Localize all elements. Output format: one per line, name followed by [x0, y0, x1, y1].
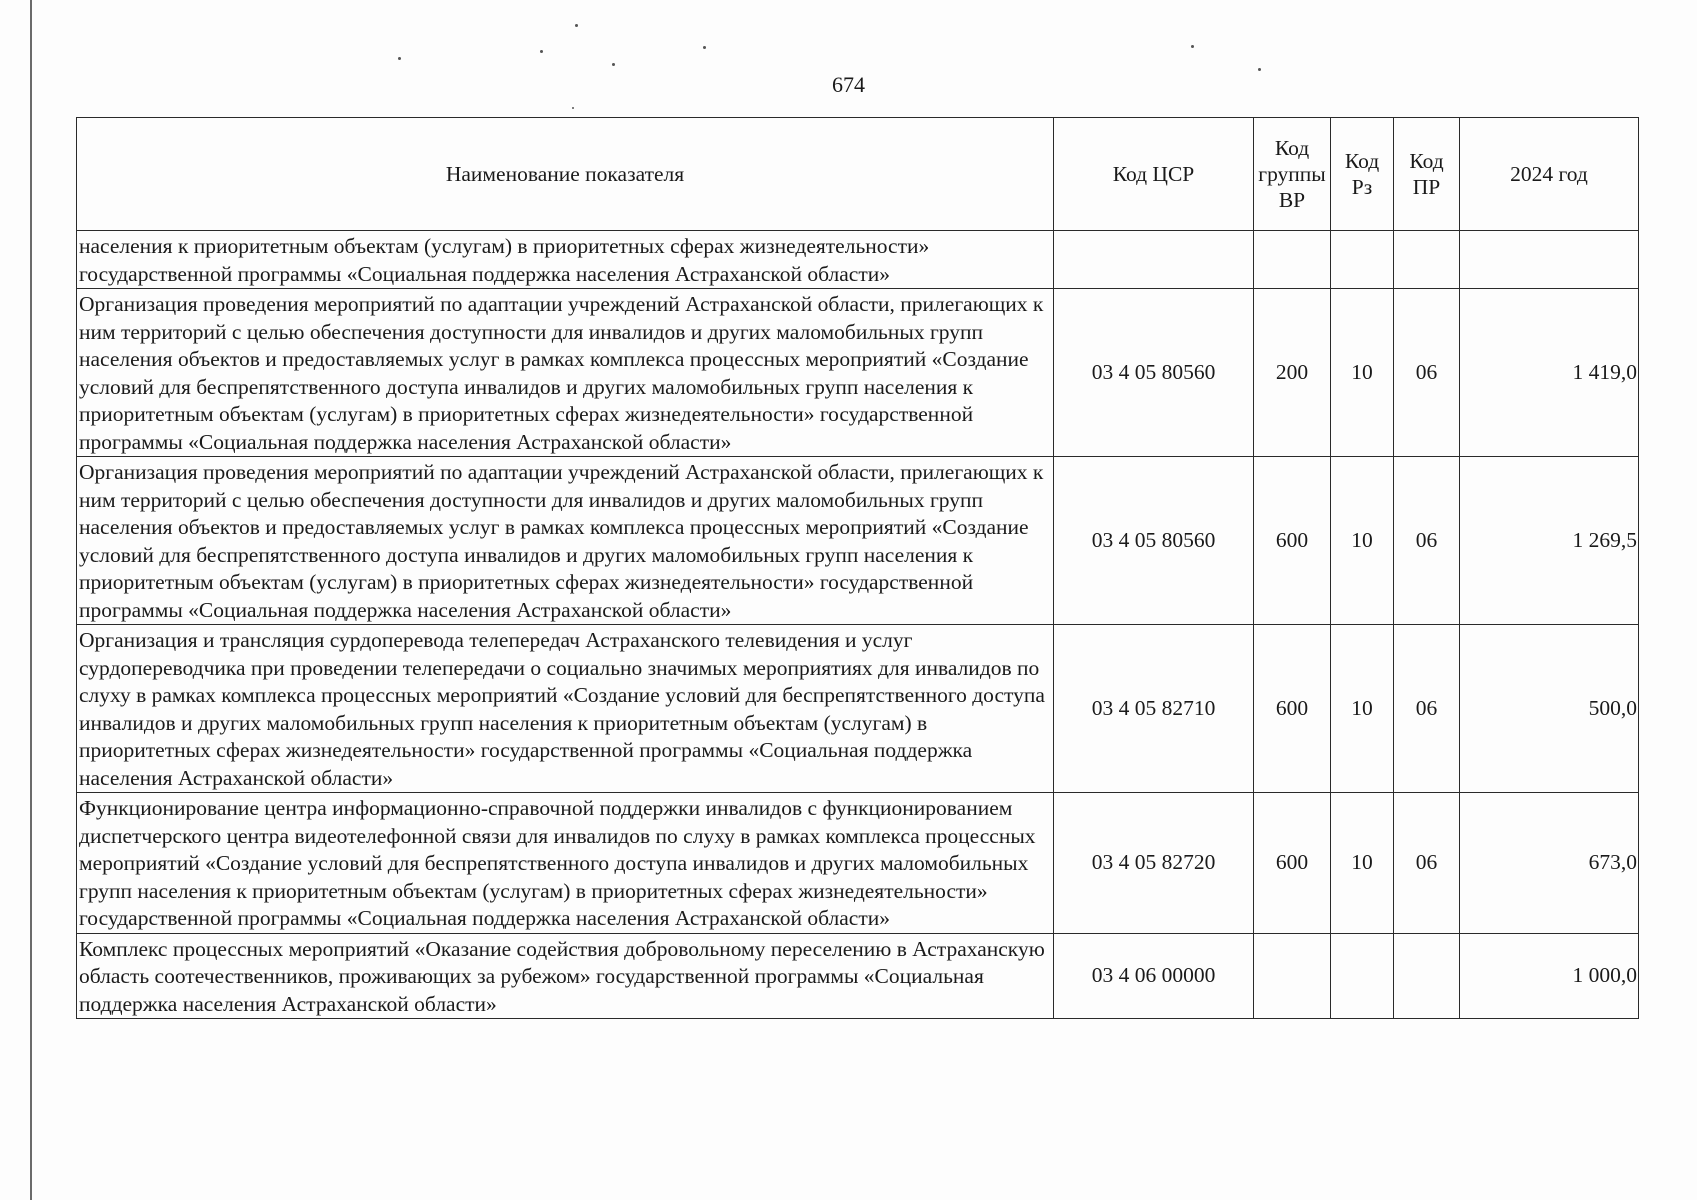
table-row	[77, 793, 1639, 934]
table-row	[77, 933, 1639, 1019]
scan-speck	[703, 46, 706, 49]
scan-speck	[398, 57, 401, 60]
row-pr-code: 06	[1394, 625, 1460, 793]
row-pr-code: 06	[1394, 793, 1460, 934]
header-csr-code: Код ЦСР	[1054, 118, 1254, 231]
header-rz-code: Код Рз	[1331, 118, 1394, 231]
row-name: Организация проведения мероприятий по адаптации учреждений Астраханской области, прилегающих к ним территорий с целью обеспечения доступности для инвалидов и других маломобильных групп населения объектов и предоставляемых услуг в рамках комплекса процессных мероприятий «Создание условий для беспрепятственного доступа инвалидов и других маломобильных групп населения к приоритетным объектам (услугам) в приоритетных сферах жизнедеятельности» государственной программы «Социальная поддержка населения Астраханской области»	[77, 289, 1054, 457]
row-vr-code: 600	[1254, 457, 1331, 625]
table-row	[77, 231, 1639, 289]
row-rz-code: 10	[1331, 625, 1394, 793]
row-csr-code: 03 4 05 82720	[1054, 793, 1254, 934]
header-vr-code: Код группы ВР	[1254, 118, 1331, 231]
row-name: Организация и трансляция сурдоперевода телепередач Астраханского телевидения и услуг сурдопереводчика при проведении телепередачи о социально значимых мероприятиях для инвалидов по слуху в рамках комплекса процессных мероприятий «Создание условий для беспрепятственного доступа инвалидов и других маломобильных групп населения к приоритетным объектам (услугам) в приоритетных сферах жизнедеятельности» государственной программы «Социальная поддержка населения Астраханской области»	[77, 625, 1054, 793]
row-csr-code	[1054, 231, 1254, 289]
row-vr-code	[1254, 231, 1331, 289]
row-name: населения к приоритетным объектам (услугам) в приоритетных сферах жизнедеятельности» государственной программы «Социальная поддержка населения Астраханской области»	[77, 231, 1054, 289]
row-pr-code	[1394, 231, 1460, 289]
table-row	[77, 457, 1639, 625]
row-vr-code: 200	[1254, 289, 1331, 457]
row-name: Функционирование центра информационно-справочной поддержки инвалидов с функционированием диспетчерского центра видеотелефонной связи для инвалидов по слуху в рамках комплекса процессных мероприятий «Создание условий для беспрепятственного доступа инвалидов и других маломобильных групп населения к приоритетным объектам (услугам) в приоритетных сферах жизнедеятельности» государственной программы «Социальная поддержка населения Астраханской области»	[77, 793, 1054, 934]
binding-edge-line	[30, 0, 32, 1200]
row-amount: 500,0	[1460, 625, 1639, 793]
row-name: Организация проведения мероприятий по адаптации учреждений Астраханской области, прилегающих к ним территорий с целью обеспечения доступности для инвалидов и других маломобильных групп населения объектов и предоставляемых услуг в рамках комплекса процессных мероприятий «Создание условий для беспрепятственного доступа инвалидов и других маломобильных групп населения к приоритетным объектам (услугам) в приоритетных сферах жизнедеятельности» государственной программы «Социальная поддержка населения Астраханской области»	[77, 457, 1054, 625]
row-amount: 1 000,0	[1460, 933, 1639, 1019]
row-amount	[1460, 231, 1639, 289]
scan-speck	[575, 24, 578, 27]
header-year-2024: 2024 год	[1460, 118, 1639, 231]
scan-speck	[1191, 45, 1194, 48]
row-name: Комплекс процессных мероприятий «Оказание содействия добровольному переселению в Астраханскую область соотечественников, проживающих за рубежом» государственной программы «Социальная поддержка населения Астраханской области»	[77, 933, 1054, 1019]
scan-speck	[1258, 68, 1261, 71]
row-rz-code: 10	[1331, 457, 1394, 625]
row-vr-code	[1254, 933, 1331, 1019]
row-csr-code: 03 4 05 80560	[1054, 457, 1254, 625]
table-header-row	[77, 118, 1639, 231]
row-rz-code: 10	[1331, 289, 1394, 457]
row-rz-code: 10	[1331, 793, 1394, 934]
row-vr-code: 600	[1254, 793, 1331, 934]
table-row	[77, 289, 1639, 457]
scan-speck	[572, 107, 574, 109]
budget-table	[76, 117, 1639, 1019]
row-rz-code	[1331, 933, 1394, 1019]
page-number: 674	[832, 72, 865, 97]
row-csr-code: 03 4 06 00000	[1054, 933, 1254, 1019]
row-vr-code: 600	[1254, 625, 1331, 793]
table-row	[77, 625, 1639, 793]
row-rz-code	[1331, 231, 1394, 289]
row-csr-code: 03 4 05 80560	[1054, 289, 1254, 457]
header-pr-code: Код ПР	[1394, 118, 1460, 231]
scan-speck	[612, 63, 615, 66]
row-csr-code: 03 4 05 82710	[1054, 625, 1254, 793]
header-name: Наименование показателя	[77, 118, 1054, 231]
row-amount: 673,0	[1460, 793, 1639, 934]
row-amount: 1 269,5	[1460, 457, 1639, 625]
scan-speck	[540, 50, 543, 53]
row-amount: 1 419,0	[1460, 289, 1639, 457]
row-pr-code	[1394, 933, 1460, 1019]
row-pr-code: 06	[1394, 457, 1460, 625]
row-pr-code: 06	[1394, 289, 1460, 457]
